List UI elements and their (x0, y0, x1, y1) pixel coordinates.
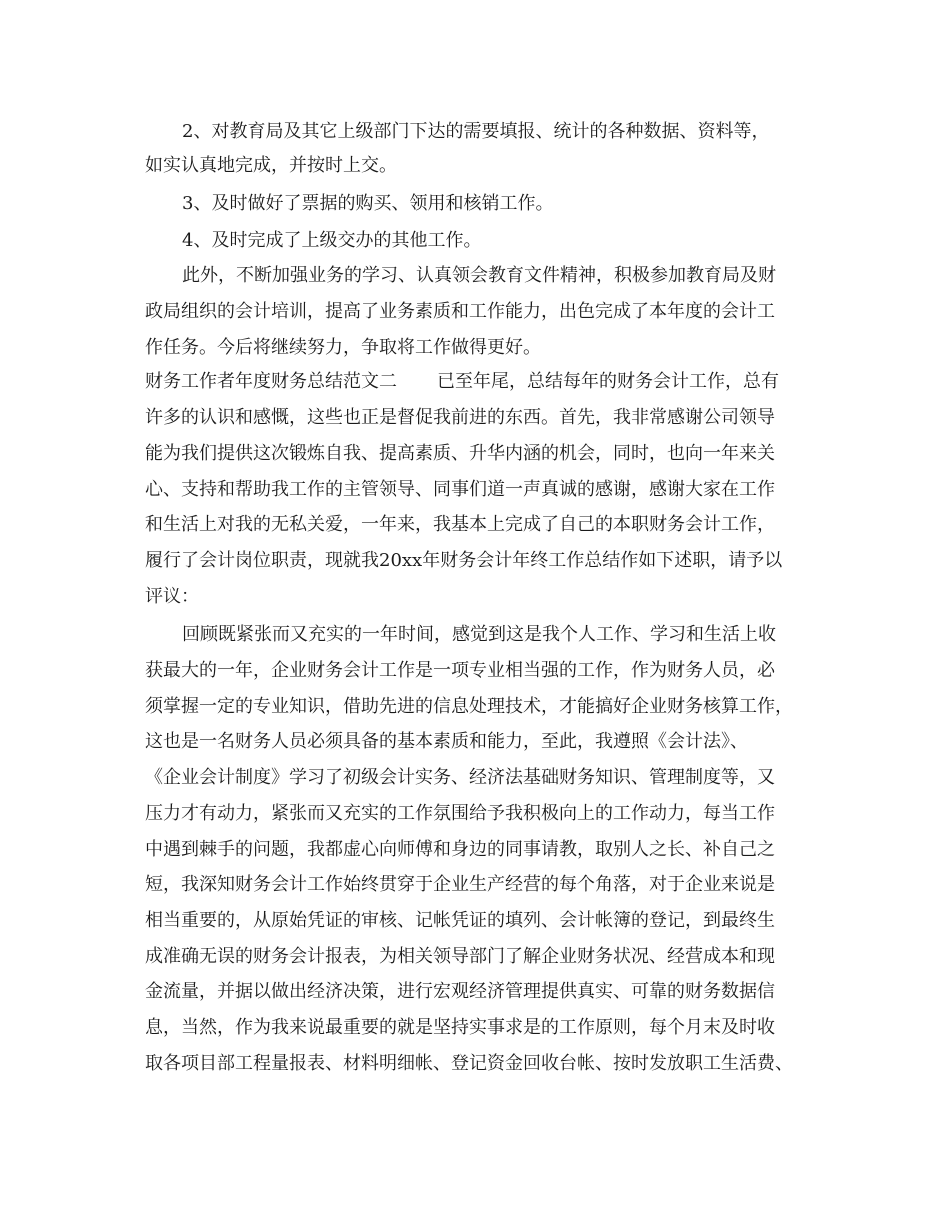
paragraph-line: 取各项目部工程量报表、材料明细帐、登记资金回收台帐、按时发放职工生活费、 (145, 1053, 793, 1074)
paragraph-line: 相当重要的，从原始凭证的审核、记帐凭证的填列、会计帐簿的登记，到最终生 (145, 910, 775, 931)
paragraph-line: 政局组织的会计培训，提高了业务素质和工作能力，出色完成了本年度的会计工 (145, 301, 775, 322)
paragraph-line: 评议： (145, 586, 199, 607)
section-title: 财务工作者年度财务总结范文二 (145, 371, 397, 392)
section-title-line (145, 370, 810, 394)
paragraph-line: 心、支持和帮助我工作的主管领导、同事们道一声真诚的感谢，感谢大家在工作 (145, 479, 775, 500)
paragraph-line: 获最大的一年，企业财务会计工作是一项专业相当强的工作，作为财务人员，必 (145, 660, 775, 681)
paragraph-line: 能为我们提供这次锻炼自我、提高素质、升华内涵的机会，同时，也向一年来关 (145, 443, 775, 464)
paragraph-line: 4、及时完成了上级交办的其他工作。 (182, 230, 482, 251)
paragraph-line: 许多的认识和感慨，这些也正是督促我前进的东西。首先，我非常感谢公司领导 (145, 407, 775, 428)
paragraph-text: 已至年尾，总结每年的财务会计工作，总有 (437, 371, 779, 392)
paragraph-line: 成准确无误的财务会计报表，为相关领导部门了解企业财务状况、经营成本和现 (145, 946, 775, 967)
paragraph-line: 这也是一名财务人员必须具备的基本素质和能力，至此，我遵照《会计法》、 (145, 731, 748, 752)
paragraph-line: 3、及时做好了票据的购买、领用和核销工作。 (182, 193, 554, 214)
paragraph-line: 和生活上对我的无私关爱，一年来，我基本上完成了自己的本职财务会计工作， (145, 514, 775, 535)
paragraph-line: 须掌握一定的专业知识，借助先进的信息处理技术，才能搞好企业财务核算工作， (145, 696, 793, 717)
paragraph-line: 2、对教育局及其它上级部门下达的需要填报、统计的各种数据、资料等， (182, 121, 770, 142)
paragraph-line: 如实认真地完成，并按时上交。 (145, 155, 397, 176)
paragraph-line: 履行了会计岗位职责，现就我20xx年财务会计年终工作总结作如下述职，请予以 (145, 550, 783, 571)
paragraph-line: 回顾既紧张而又充实的一年时间，感觉到这是我个人工作、学习和生活上收 (182, 624, 776, 645)
paragraph-line: 作任务。今后将继续努力，争取将工作做得更好。 (145, 337, 541, 358)
paragraph-line: 短，我深知财务会计工作始终贯穿于企业生产经营的每个角落，对于企业来说是 (145, 874, 775, 895)
paragraph-line: 压力才有动力，紧张而又充实的工作氛围给予我积极向上的工作动力，每当工作 (145, 803, 775, 824)
paragraph-line: 中遇到棘手的问题，我都虚心向师傅和身边的同事请教，取别人之长、补自己之 (145, 839, 775, 860)
paragraph-line: 《企业会计制度》学习了初级会计实务、经济法基础财务知识、管理制度等，又 (145, 767, 775, 788)
paragraph-line: 金流量，并据以做出经济决策，进行宏观经济管理提供真实、可靠的财务数据信 (145, 981, 775, 1002)
paragraph-line: 息，当然，作为我来说最重要的就是坚持实事求是的工作原则，每个月末及时收 (145, 1017, 775, 1038)
paragraph-line: 此外，不断加强业务的学习、认真领会教育文件精神，积极参加教育局及财 (182, 265, 776, 286)
